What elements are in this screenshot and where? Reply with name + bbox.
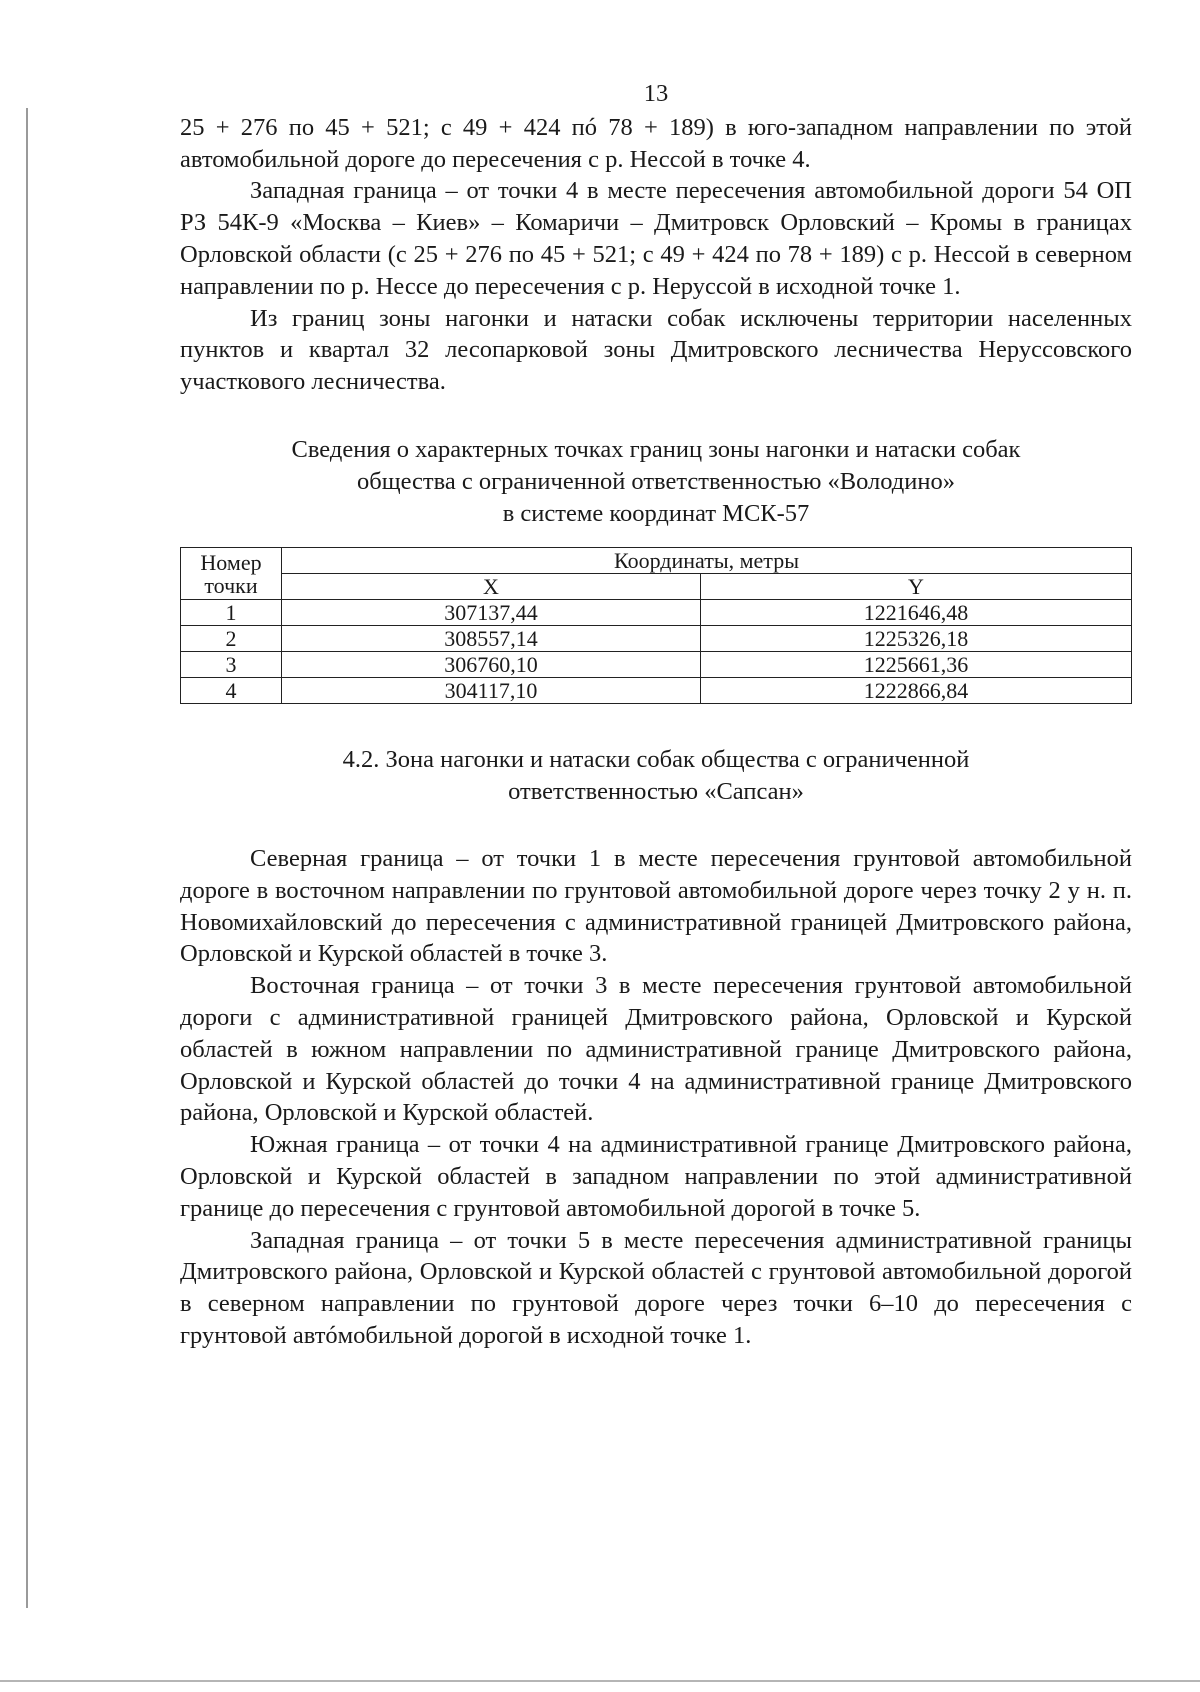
- cell-y: 1222866,84: [701, 678, 1132, 704]
- cell-num: 3: [181, 652, 282, 678]
- table-row: [181, 626, 1132, 652]
- cell-x: 307137,44: [282, 600, 701, 626]
- cell-y: 1225661,36: [701, 652, 1132, 678]
- table-title: [180, 434, 1132, 529]
- header-point-number: [181, 548, 282, 600]
- cell-num: 1: [181, 600, 282, 626]
- paragraph-southern-border: Южная граница – от точки 4 на административной границе Дмитровского района, Орловской и Курской областей в западном направлении по этой административной границе до пересечения с грунтовой автомобильной дорогой в точке 5.: [180, 1131, 1132, 1222]
- cell-x: 304117,10: [282, 678, 701, 704]
- paragraph-continuation: 25 + 276 по 45 + 521; с 49 + 424 пó 78 + 189) в юго-западном направлении по этой автомобильной дороге до пересечения с р. Нессой в точке 4.: [180, 113, 1132, 173]
- table-row: [181, 600, 1132, 626]
- table-row: [181, 678, 1132, 704]
- section-body: [180, 843, 1132, 1352]
- page-number: 13: [643, 80, 669, 107]
- table-title-line2: общества с ограниченной ответственностью «Володино»: [356, 467, 955, 495]
- section-heading: [180, 744, 1132, 808]
- coordinates-table: [180, 547, 1132, 704]
- header-x: X: [282, 574, 701, 600]
- cell-y: 1225326,18: [701, 626, 1132, 652]
- table-row: [181, 652, 1132, 678]
- table-title-line3: в системе координат МСК-57: [502, 499, 810, 527]
- table-header-row: [181, 548, 1132, 574]
- header-point-number-line1: Номер: [200, 549, 262, 575]
- cell-y: 1221646,48: [701, 600, 1132, 626]
- paragraph-western-border: Западная граница – от точки 4 в месте пересечения автомобильной дороги 54 ОП РЗ 54К-9 «Москва – Киев» – Комаричи – Дмитровск Орловский – Кромы в границах Орловской области (с 25 + 276 по 45 + 521; с 49 + 424 по 78 + 189) с р. Нессой в северном направлении по р. Нессе до пересечения с р. Неруссой в исходной точке 1.: [180, 177, 1132, 300]
- cell-x: 306760,10: [282, 652, 701, 678]
- table-subheader-row: [181, 574, 1132, 600]
- paragraph-eastern-border: Восточная граница – от точки 3 в месте пересечения грунтовой автомобильной дороги с административной границей Дмитровского района, Орловской и Курской областей в южном направлении по административной границе Дмитровского района, Орловской и Курской областей до точки 4 на административной границе Дмитровского района, Орловской и Курской областей.: [180, 972, 1132, 1127]
- document-page: [180, 78, 1132, 1352]
- section-heading-line2: ответственностью «Сапсан»: [508, 778, 804, 806]
- scan-edge-left: [26, 108, 28, 1608]
- header-coordinates: Координаты, метры: [282, 548, 1132, 574]
- scan-edge-bottom: [0, 1680, 1200, 1682]
- table-title-line1: Сведения о характерных точках границ зоны нагонки и натаски собак: [291, 435, 1021, 463]
- cell-x: 308557,14: [282, 626, 701, 652]
- paragraph-western-border-2: Западная граница – от точки 5 в месте пересечения административной границы Дмитровского района, Орловской и Курской областей с грунтовой автомобильной дорогой в северном направлении по грунтовой дороге через точки 6–10 до пересечения с грунтовой автóмобильной дорогой в исходной точке 1.: [180, 1226, 1132, 1349]
- section-heading-line1: 4.2. Зона нагонки и натаски собак общества с ограниченной: [342, 746, 970, 774]
- header-y: Y: [701, 574, 1132, 600]
- header-point-number-line2: точки: [204, 572, 258, 598]
- paragraph-exclusions: Из границ зоны нагонки и натаски собак исключены территории населенных пунктов и квартал 32 лесопарковой зоны Дмитровского лесничества Неруссовского участкового лесничества.: [180, 304, 1132, 396]
- cell-num: 4: [181, 678, 282, 704]
- paragraph-northern-border: Северная граница – от точки 1 в месте пересечения грунтовой автомобильной дороге в восточном направлении по грунтовой автомобильной дороге через точку 2 у н. п. Новомихайловский до пересечения с административной границей Дмитровского района, Орловской и Курской областей в точке 3.: [180, 844, 1132, 968]
- cell-num: 2: [181, 626, 282, 652]
